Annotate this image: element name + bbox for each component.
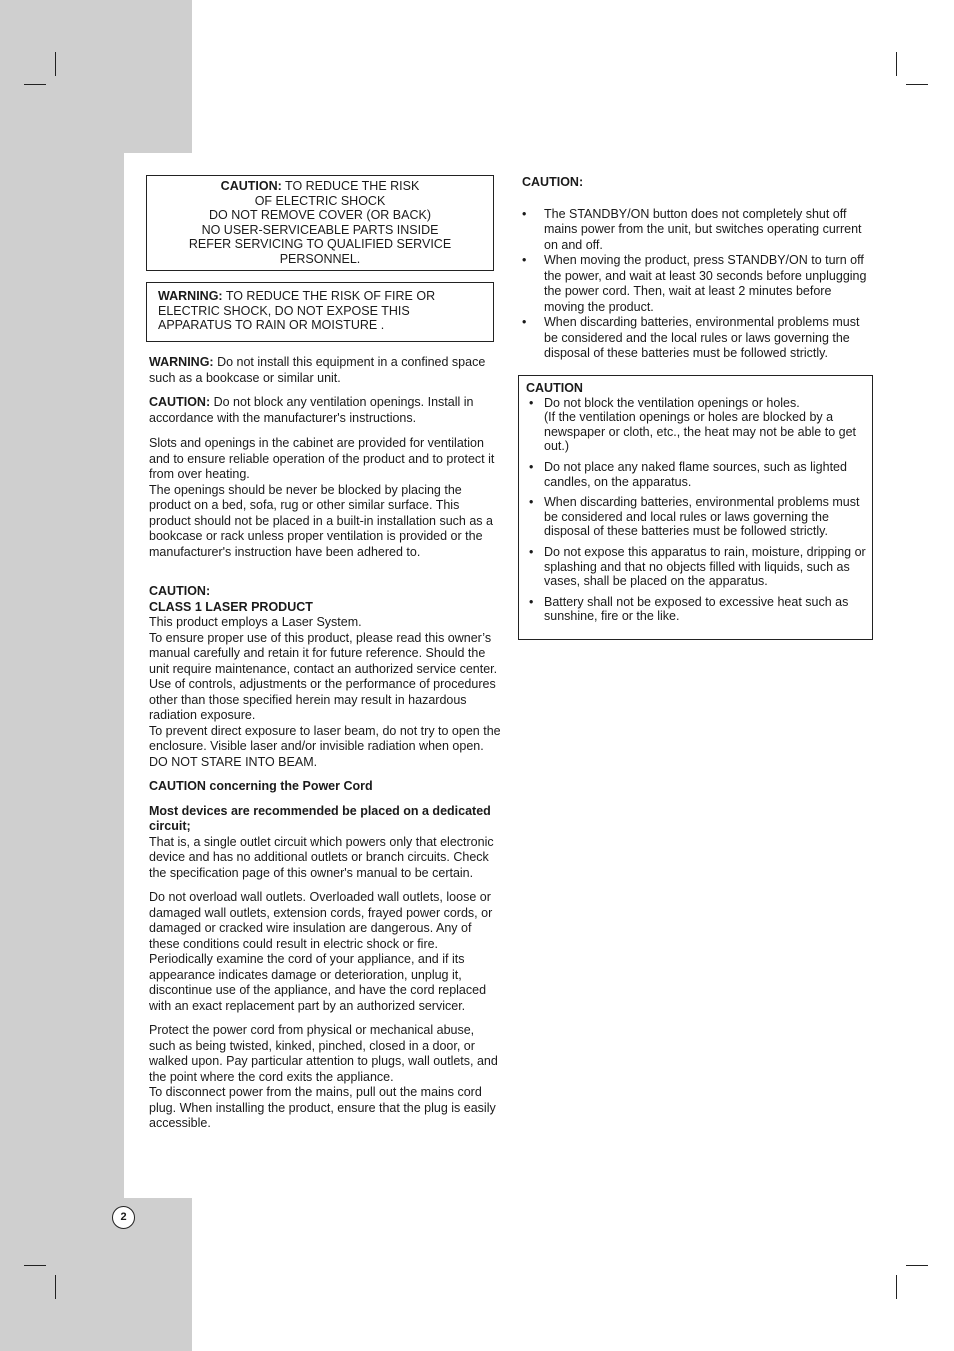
slots-paragraph: Slots and openings in the cabinet are provided for ventilation and to ensure reliable operation of the product and to protect it from over heating. The openings should be never be blocked by placing the product on a bed, sofa, rug or other similar surface. This product should not be placed in a built-in installation such as a bookcase or rack unless proper ventilation is provided or the manufacturer's instruction have been adhered to.: [149, 436, 495, 559]
crop-mark: [896, 1275, 897, 1299]
right-caution-heading: CAUTION:: [522, 175, 584, 189]
list-item: • Do not place any naked flame sources, such as lighted candles, on the apparatus.: [526, 460, 868, 489]
crop-mark: [906, 1265, 928, 1266]
page-number: 2: [112, 1206, 135, 1229]
ventilation-caution: CAUTION: Do not block any ventilation openings. Install in accordance with the manufacturer's instructions.: [149, 395, 474, 425]
caution-box-list: [526, 396, 868, 624]
shock-caution-box: [146, 175, 494, 271]
list-item: • The STANDBY/ON button does not completely shut off mains power from the unit, but switches operating current on and off.: [522, 207, 874, 254]
gray-band-top: [0, 0, 192, 153]
list-item: • Battery shall not be exposed to excessive heat such as sunshine, fire or the like.: [526, 595, 868, 624]
shock-caution-line: DO NOT REMOVE COVER (OR BACK): [208, 208, 431, 223]
crop-mark: [896, 52, 897, 76]
right-caution-list: [522, 207, 874, 362]
warning-label: WARNING:: [158, 289, 223, 303]
crop-mark: [906, 84, 928, 85]
caution-box-heading: CAUTION: [526, 381, 583, 395]
fire-warning-box: [146, 282, 494, 342]
power-cord-p1: Most devices are recommended be placed on a dedicated circuit; That is, a single outlet circuit which powers only that electronic device and has no additional outlets or branch circuits. Check the specification page of this owner's manual to be certain.: [149, 803, 494, 880]
install-warning: WARNING: Do not install this equipment in a confined space such as a bookcase or similar unit.: [149, 355, 486, 385]
right-column: [522, 175, 874, 362]
power-cord-heading: CAUTION concerning the Power Cord: [149, 779, 373, 793]
shock-caution-line: NO USER-SERVICEABLE PARTS INSIDE: [201, 222, 439, 237]
gray-band-left: [0, 153, 124, 1198]
power-cord-p2: Do not overload wall outlets. Overloaded wall outlets, loose or damaged wall outlets, extension cords, frayed power cords, or damaged or cracked wire insulation are dangerous. Any of these conditions could result in electric shock or fire. Periodically examine the cord of your appliance, and if its appearance indicates damage or deterioration, unplug it, discontinue use of the appliance, and have the cord replaced with an exact replacement part by an authorized servicer.: [149, 890, 493, 1013]
crop-mark: [55, 52, 56, 76]
list-item: • When moving the product, press STANDBY/ON to turn off the power, and wait at least 30 seconds before unplugging the power cord. Then, wait at least 2 minutes before moving the product.: [522, 253, 874, 315]
shock-caution-line: PERSONNEL.: [279, 251, 361, 266]
laser-section: CAUTION: CLASS 1 LASER PRODUCT This product employs a Laser System. To ensure proper use of this product, please read this owner’s manual carefully and retain it for future reference. Should the unit require maintenance, contact an authorized service center. Use of controls, adjustments or the performance of procedures other than those specified herein may result in hazardous radiation exposure. To prevent direct exposure to laser beam, do not try to open the enclosure. Visible laser and/or invisible radiation when open. DO NOT STARE INTO BEAM.: [149, 584, 501, 769]
warning-text: TO REDUCE THE RISK OF FIRE OR ELECTRIC SHOCK, DO NOT EXPOSE THIS APPARATUS TO RAIN OR MOISTURE .: [158, 289, 436, 333]
list-item: • When discarding batteries, environmental problems must be considered and local rules or laws governing the disposal of these batteries must be followed strictly.: [526, 495, 868, 539]
left-column: [149, 355, 501, 1141]
crop-mark: [24, 84, 46, 85]
shock-caution-line: REFER SERVICING TO QUALIFIED SERVICE: [188, 237, 452, 252]
list-item: • Do not expose this apparatus to rain, moisture, dripping or splashing and that no objects filled with liquids, such as vases, shall be placed on the apparatus.: [526, 545, 868, 589]
caution-box: [518, 375, 873, 640]
shock-caution-line: OF ELECTRIC SHOCK: [254, 193, 386, 208]
power-cord-p3: Protect the power cord from physical or mechanical abuse, such as being twisted, kinked, pinched, closed in a door, or walked upon. Pay particular attention to plugs, wall outlets, and the point where the cord exits the appliance. To disconnect power from the mains, pull out the mains cord plug. When installing the product, ensure that the plug is easily accessible.: [149, 1023, 498, 1130]
crop-mark: [24, 1265, 46, 1266]
list-item: • Do not block the ventilation openings or holes. (If the ventilation openings or holes are blocked by a newspaper or cloth, etc., the heat may not be able to get out.): [526, 396, 868, 454]
crop-mark: [55, 1275, 56, 1299]
shock-caution-line: CAUTION: TO REDUCE THE RISK: [220, 179, 420, 193]
gray-band-bottom: [0, 1198, 192, 1351]
list-item: • When discarding batteries, environmental problems must be considered and the local rules or laws governing the disposal of these batteries must be followed strictly.: [522, 315, 874, 362]
